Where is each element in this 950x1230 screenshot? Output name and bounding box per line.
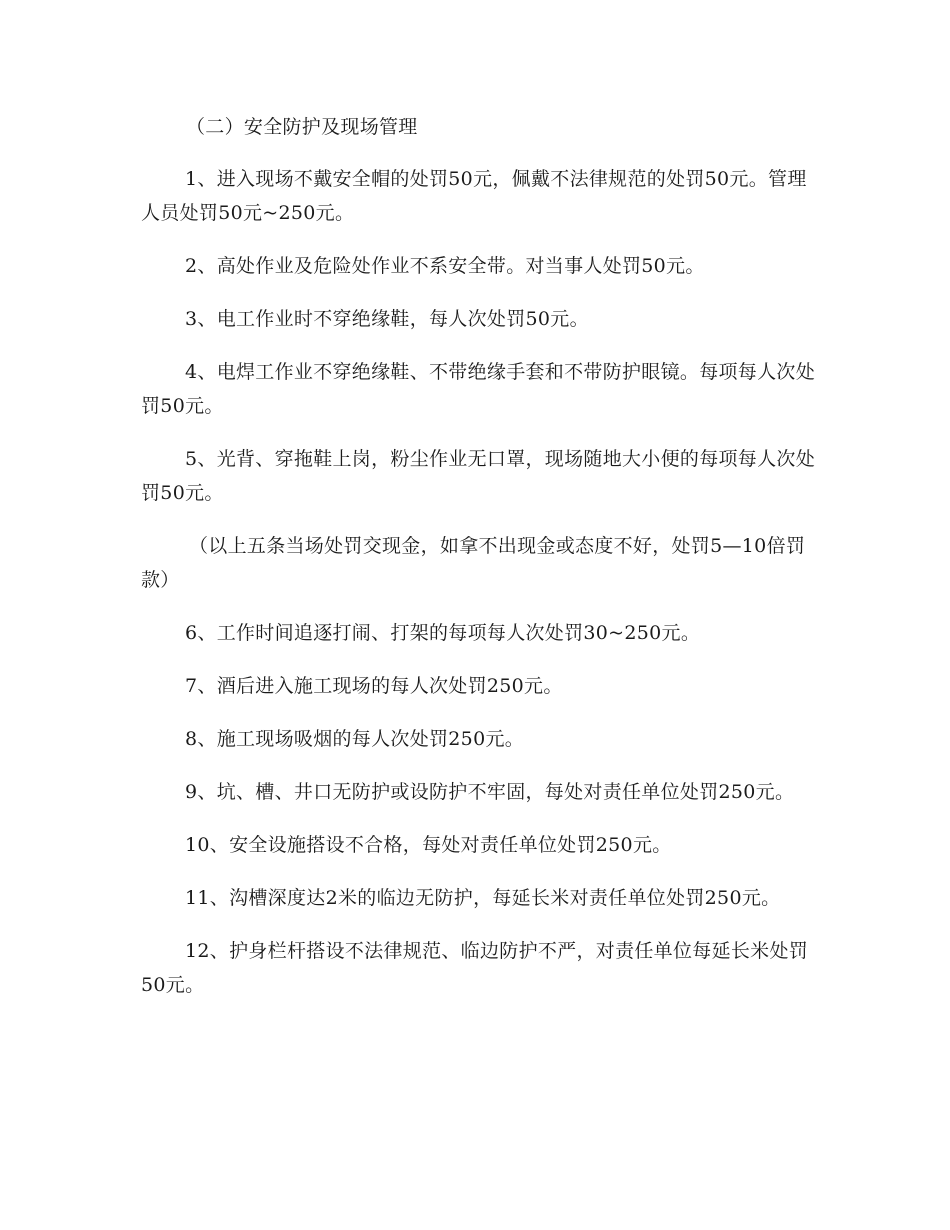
cash-penalty-note: （以上五条当场处罚交现金，如拿不出现金或态度不好，处罚5—10倍罚款） [141, 535, 806, 591]
rule-item-12: 12、护身栏杆搭设不法律规范、临边防护不严，对责任单位每延长米处罚50元。 [141, 940, 809, 996]
rule-item-10: 10、安全设施搭设不合格，每处对责任单位处罚250元。 [185, 834, 672, 856]
rule-item-11: 11、沟槽深度达2米的临边无防护，每延长米对责任单位处罚250元。 [185, 887, 781, 909]
rule-item-9: 9、坑、槽、井口无防护或设防护不牢固，每处对责任单位处罚250元。 [185, 781, 795, 803]
rule-item-2: 2、高处作业及危险处作业不系安全带。对当事人处罚50元。 [185, 255, 705, 277]
rule-item-7: 7、酒后进入施工现场的每人次处罚250元。 [185, 675, 563, 697]
rule-item-3: 3、电工作业时不穿绝缘鞋，每人次处罚50元。 [185, 308, 589, 330]
rule-item-6: 6、工作时间追逐打闹、打架的每项每人次处罚30~250元。 [185, 622, 701, 644]
document-body [141, 110, 821, 1021]
section-title: （二）安全防护及现场管理 [186, 116, 418, 138]
rule-item-1: 1、进入现场不戴安全帽的处罚50元，佩戴不法律规范的处罚50元。管理人员处罚50元~250元。 [141, 168, 807, 224]
rule-item-5: 5、光背、穿拖鞋上岗，粉尘作业无口罩，现场随地大小便的每项每人次处罚50元。 [141, 448, 815, 504]
rule-item-4: 4、电焊工作业不穿绝缘鞋、不带绝缘手套和不带防护眼镜。每项每人次处罚50元。 [141, 361, 815, 417]
rule-item-8: 8、施工现场吸烟的每人次处罚250元。 [185, 728, 525, 750]
